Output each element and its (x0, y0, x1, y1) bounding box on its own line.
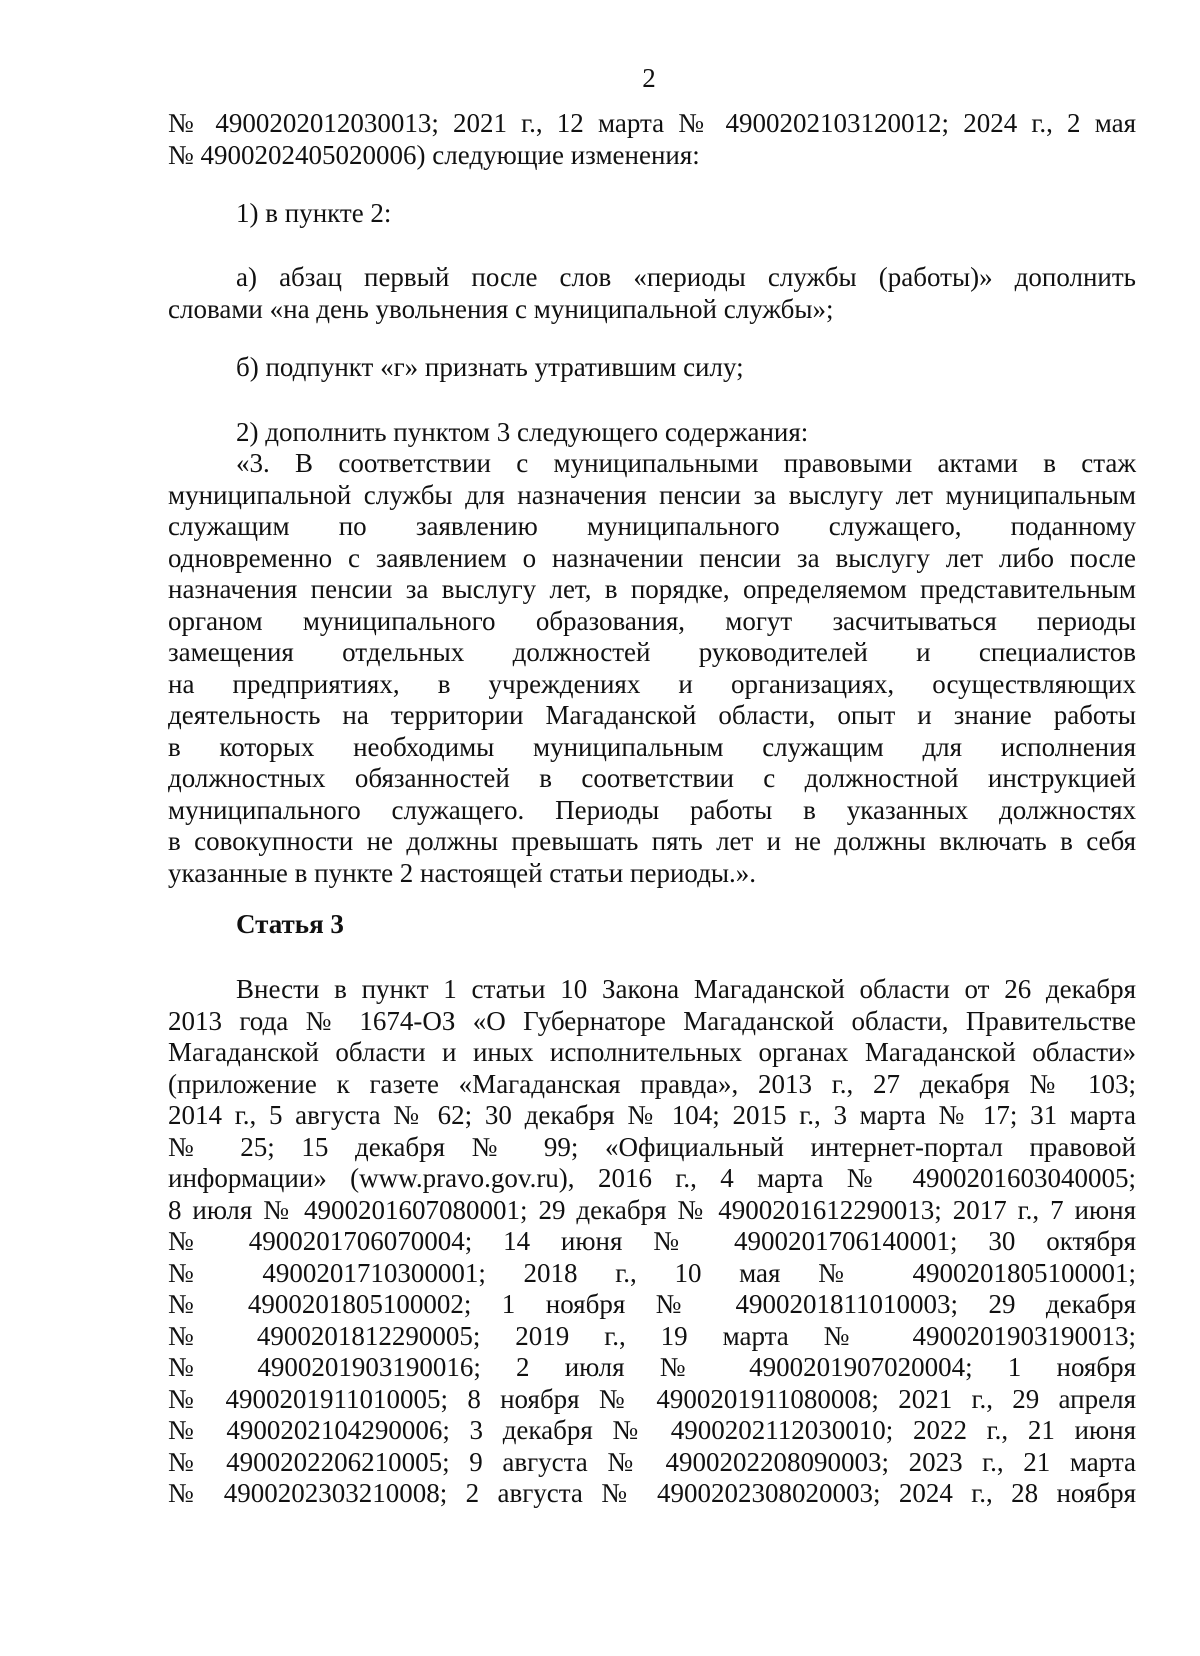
text-line: № 4900202303210008; 2 августа № 4900202308020003; 2024 г., 28 ноября (168, 1478, 1136, 1508)
text-line: назначения пенсии за выслугу лет, в порядке, определяемом представительным (168, 574, 1136, 604)
text-line: № 4900201706070004; 14 июня № 4900201706140001; 30 октября (168, 1226, 1136, 1256)
text-line: б) подпункт «г» признать утратившим силу; (236, 352, 744, 382)
text-line: должностных обязанностей в соответствии с должностной инструкцией (168, 763, 1136, 793)
continuation-paragraph (168, 108, 1136, 171)
text-line: муниципальной службы для назначения пенсии за выслугу лет муниципальным (168, 479, 1136, 510)
text-line: служащим по заявлению муниципального служащего, поданному (168, 511, 1136, 541)
item-2-quoted-text (168, 448, 1136, 889)
text-line: на предприятиях, в учреждениях и организациях, осуществляющих (168, 668, 1136, 699)
text-line: № 4900202405020006) следующие изменения: (168, 139, 700, 170)
text-line: № 4900201805100002; 1 ноября № 4900201811010003; 29 декабря (168, 1289, 1136, 1319)
text-line: 2013 года № 1674-ОЗ «О Губернаторе Магаданской области, Правительстве (168, 1005, 1136, 1036)
item-1b (168, 352, 1136, 384)
text-line: органом муниципального образования, могут засчитываться периоды (168, 605, 1136, 636)
item-1a (168, 262, 1136, 325)
text-line: № 4900201710300001; 2018 г., 10 мая № 4900201805100001; (168, 1257, 1136, 1288)
text-line: в которых необходимы муниципальным служащим для исполнения (168, 731, 1136, 762)
text-line: № 4900201911010005; 8 ноября № 4900201911080008; 2021 г., 29 апреля (168, 1383, 1136, 1414)
text-line: № 25; 15 декабря № 99; «Официальный интернет-портал правовой (168, 1131, 1136, 1162)
text-line: № 4900201903190016; 2 июля № 4900201907020004; 1 ноября (168, 1352, 1136, 1382)
text-line: «3. В соответствии с муниципальными правовыми актами в стаж (236, 448, 1136, 478)
text-line: 1) в пункте 2: (236, 198, 392, 228)
text-line: замещения отдельных должностей руководителей и специалистов (168, 637, 1136, 667)
article-heading: Статья 3 (236, 909, 344, 939)
text-line: информации» (www.pravo.gov.ru), 2016 г., 4 марта № 4900201603040005; (168, 1163, 1136, 1193)
item-2 (168, 417, 1136, 449)
text-line: 8 июля № 4900201607080001; 29 декабря № 4900201612290013; 2017 г., 7 июня (168, 1194, 1136, 1225)
item-1 (168, 198, 1136, 230)
text-line: одновременно с заявлением о назначении пенсии за выслугу лет либо после (168, 542, 1136, 573)
text-line: Магаданской области и иных исполнительных органах Магаданской области» (168, 1037, 1136, 1067)
text-line: № 4900202104290006; 3 декабря № 4900202112030010; 2022 г., 21 июня (168, 1415, 1136, 1445)
text-line: в совокупности не должны превышать пять лет и не должны включать в себя (168, 826, 1136, 856)
page-number: 2 (642, 63, 656, 93)
text-line: указанные в пункте 2 настоящей статьи периоды.». (168, 857, 756, 888)
text-line: а) абзац первый после слов «периоды службы (работы)» дополнить (236, 262, 1136, 292)
text-line: 2) дополнить пунктом 3 следующего содержания: (236, 417, 809, 447)
text-line: 2014 г., 5 августа № 62; 30 декабря № 104; 2015 г., 3 марта № 17; 31 марта (168, 1100, 1136, 1130)
article-3-paragraph (168, 974, 1136, 1510)
text-line: деятельность на территории Магаданской области, опыт и знание работы (168, 700, 1136, 730)
text-line: словами «на день увольнения с муниципальной службы»; (168, 293, 834, 324)
text-line: Внести в пункт 1 статьи 10 Закона Магаданской области от 26 декабря (236, 974, 1136, 1004)
text-line: (приложение к газете «Магаданская правда», 2013 г., 27 декабря № 103; (168, 1068, 1136, 1099)
text-line: № 4900202012030013; 2021 г., 12 марта № 4900202103120012; 2024 г., 2 мая (168, 108, 1136, 138)
text-line: № 4900202206210005; 9 августа № 4900202208090003; 2023 г., 21 марта (168, 1446, 1136, 1477)
text-line: № 4900201812290005; 2019 г., 19 марта № 4900201903190013; (168, 1320, 1136, 1351)
text-line: муниципального служащего. Периоды работы в указанных должностях (168, 794, 1136, 825)
